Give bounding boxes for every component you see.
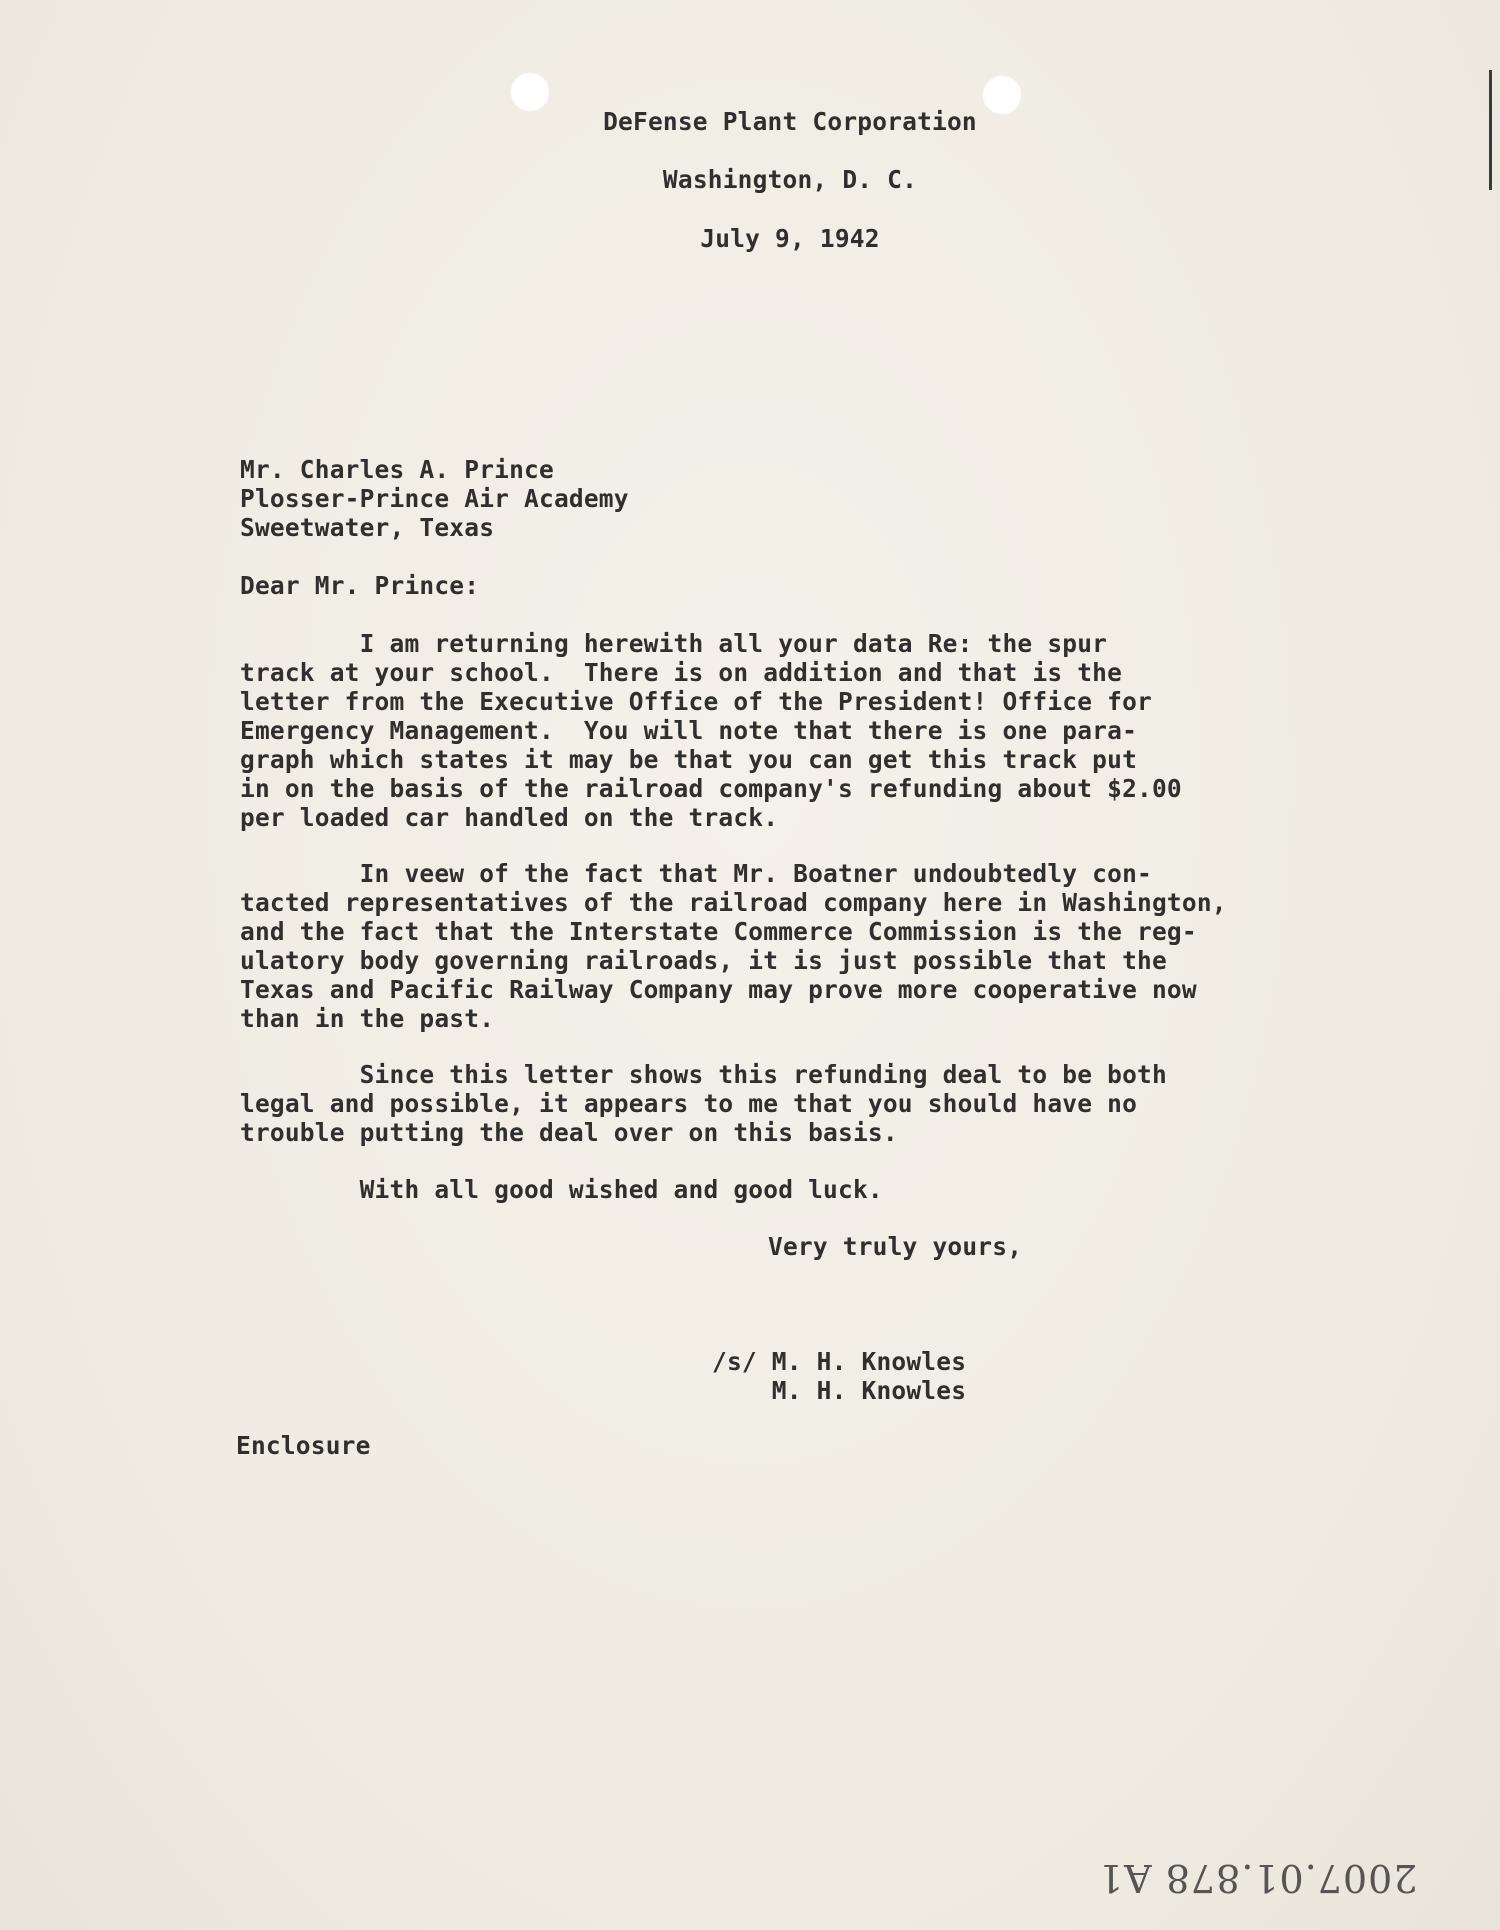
- paragraph-1-line: Emergency Management. You will note that there is one para-: [240, 716, 1138, 745]
- letter-date: July 9, 1942: [700, 224, 880, 253]
- paragraph-1-line: track at your school. There is on addition and that is the: [240, 658, 1123, 687]
- recipient-name: Mr. Charles A. Prince: [240, 455, 554, 484]
- paragraph-4-line: With all good wished and good luck.: [240, 1175, 883, 1204]
- paragraph-2-line: and the fact that the Interstate Commerce Commission is the reg-: [240, 917, 1197, 946]
- paragraph-1-line: in on the basis of the railroad company's refunding about $2.00: [240, 774, 1182, 803]
- paragraph-2-line: tacted representatives of the railroad company here in Washington,: [240, 888, 1227, 917]
- paragraph-2-line: Texas and Pacific Railway Company may prove more cooperative now: [240, 975, 1197, 1004]
- punch-hole-left: [510, 72, 550, 112]
- letterhead-city: Washington, D. C.: [662, 165, 918, 194]
- paragraph-3-line: Since this letter shows this refunding deal to be both: [240, 1060, 1167, 1089]
- recipient-organization: Plosser-Prince Air Academy: [240, 484, 629, 513]
- salutation: Dear Mr. Prince:: [240, 571, 480, 600]
- closing: Very truly yours,: [768, 1232, 1023, 1261]
- paragraph-2-line: than in the past.: [240, 1004, 495, 1033]
- recipient-city: Sweetwater, Texas: [240, 513, 495, 542]
- paragraph-1-line: per loaded car handled on the track.: [240, 803, 779, 832]
- paragraph-1-line: letter from the Executive Office of the President! Office for: [240, 687, 1152, 716]
- paragraph-1-line: I am returning herewith all your data Re: the spur: [240, 629, 1108, 658]
- paragraph-3-line: legal and possible, it appears to me that you should have no: [240, 1089, 1138, 1118]
- signature-line: /s/ M. H. Knowles: [712, 1347, 967, 1376]
- letterhead-organization: DeFense Plant Corporation: [603, 107, 977, 136]
- paragraph-3-line: trouble putting the deal over on this basis.: [240, 1118, 898, 1147]
- paragraph-1-line: graph which states it may be that you can get this track put: [240, 745, 1138, 774]
- signature-name: M. H. Knowles: [712, 1376, 967, 1405]
- paragraph-2-line: In veew of the fact that Mr. Boatner undoubtedly con-: [240, 859, 1152, 888]
- catalog-number: 2007.01.878 A1: [1098, 1856, 1418, 1900]
- paragraph-2-line: ulatory body governing railroads, it is just possible that the: [240, 946, 1167, 975]
- enclosure-note: Enclosure: [236, 1431, 371, 1460]
